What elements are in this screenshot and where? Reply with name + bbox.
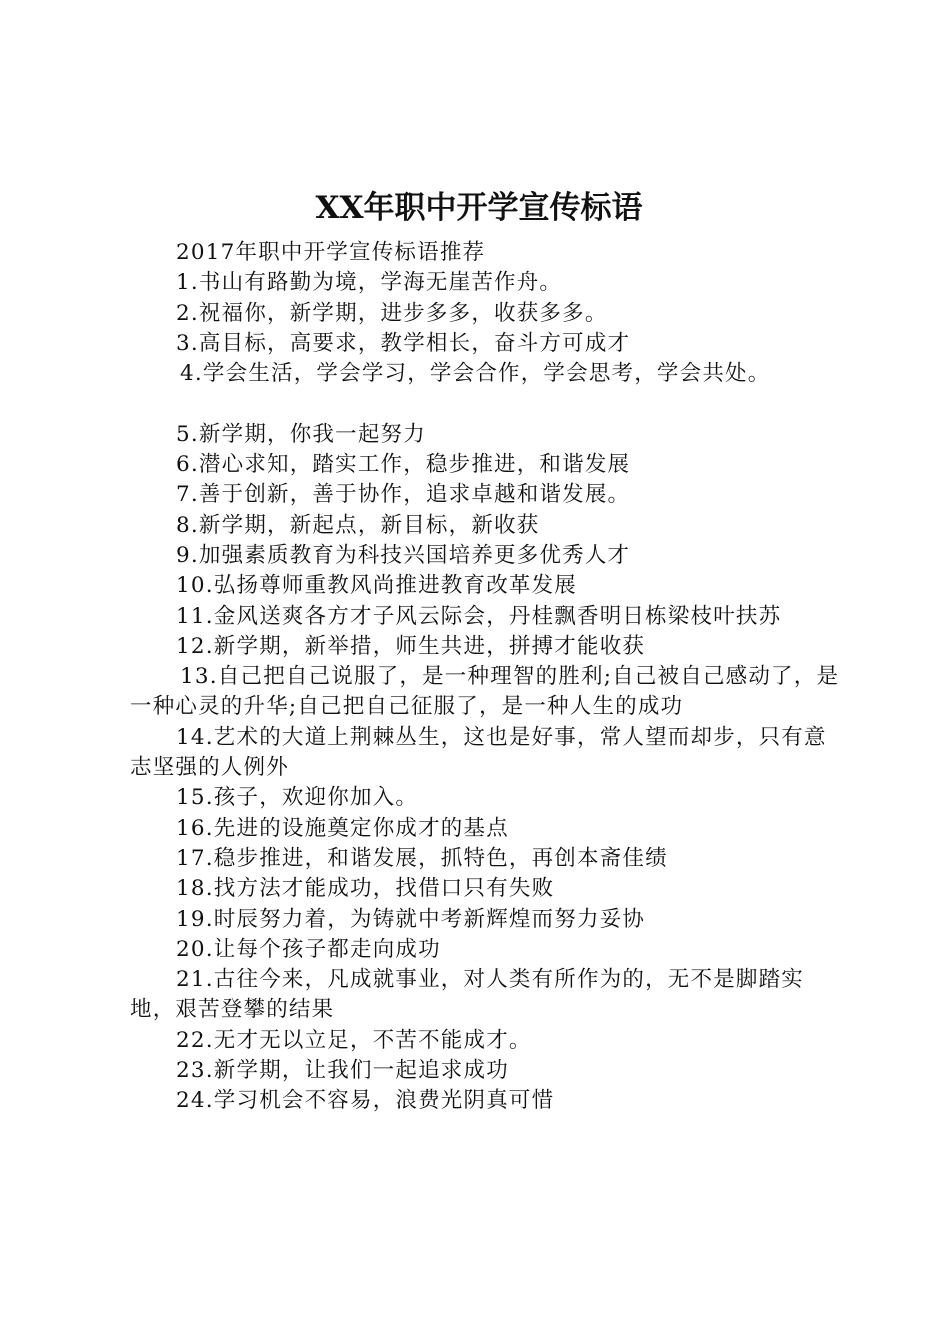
document-body xyxy=(130,238,842,1117)
slogan-item: 17.稳步推进，和谐发展，抓特色，再创本斋佳绩 xyxy=(176,845,668,871)
intro-line: 2017年职中开学宣传标语推荐 xyxy=(176,240,486,265)
slogan-item: 22.无才无以立足，不苦不能成才。 xyxy=(176,1027,532,1053)
slogan-item: 20.让每个孩子都走向成功 xyxy=(176,936,441,962)
slogan-item: 13.自己把自己说服了，是一种理智的胜利;自己被自己感动了，是一种心灵的升华;自己把自己征服了，是一种人生的成功 xyxy=(130,664,840,720)
slogan-item: 10.弘扬尊师重教风尚推进教育改革发展 xyxy=(176,573,577,599)
document-title: XX年职中开学宣传标语 xyxy=(315,190,643,226)
slogan-item: 16.先进的设施奠定你成才的基点 xyxy=(176,815,509,841)
slogan-item: 14.艺术的大道上荆棘丛生，这也是好事，常人望而却步，只有意志坚强的人例外 xyxy=(130,724,827,781)
slogan-item: 3.高目标，高要求，教学相长，奋斗方可成才 xyxy=(176,330,631,356)
slogan-item: 7.善于创新，善于协作，追求卓越和谐发展。 xyxy=(176,482,631,508)
slogan-item: 18.找方法才能成功，找借口只有失败 xyxy=(176,876,555,902)
slogan-item: 24.学习机会不容易，浪费光阴真可惜 xyxy=(176,1088,555,1114)
slogan-item: 23.新学期，让我们一起追求成功 xyxy=(176,1058,509,1084)
slogan-item: 12.新学期，新举措，师生共进，拼搏才能收获 xyxy=(176,633,646,659)
paragraph-spacer xyxy=(130,389,842,419)
slogan-item: 1.书山有路勤为境，学海无崖苦作舟。 xyxy=(176,270,563,296)
slogan-item: 15.孩子，欢迎你加入。 xyxy=(176,785,419,811)
slogan-item: 5.新学期，你我一起努力 xyxy=(176,421,426,447)
slogan-item: 8.新学期，新起点，新目标，新收获 xyxy=(176,512,540,538)
slogan-item: 2.祝福你，新学期，进步多多，收获多多。 xyxy=(176,300,608,326)
slogan-item: 11.金风送爽各方才子风云际会，丹桂飘香明日栋梁枝叶扶苏 xyxy=(176,603,782,629)
slogan-item: 19.时辰努力着，为铸就中考新辉煌而努力妥协 xyxy=(176,906,646,932)
slogan-item: 4.学会生活，学会学习，学会合作，学会思考，学会共处。 xyxy=(180,361,771,387)
slogan-item: 9.加强素质教育为科技兴国培养更多优秀人才 xyxy=(176,542,631,568)
slogan-item: 21.古往今来，凡成就事业，对人类有所作为的，无不是脚踏实地，艰苦登攀的结果 xyxy=(130,967,804,1023)
slogan-item: 6.潜心求知，踏实工作，稳步推进，和谐发展 xyxy=(176,452,631,478)
